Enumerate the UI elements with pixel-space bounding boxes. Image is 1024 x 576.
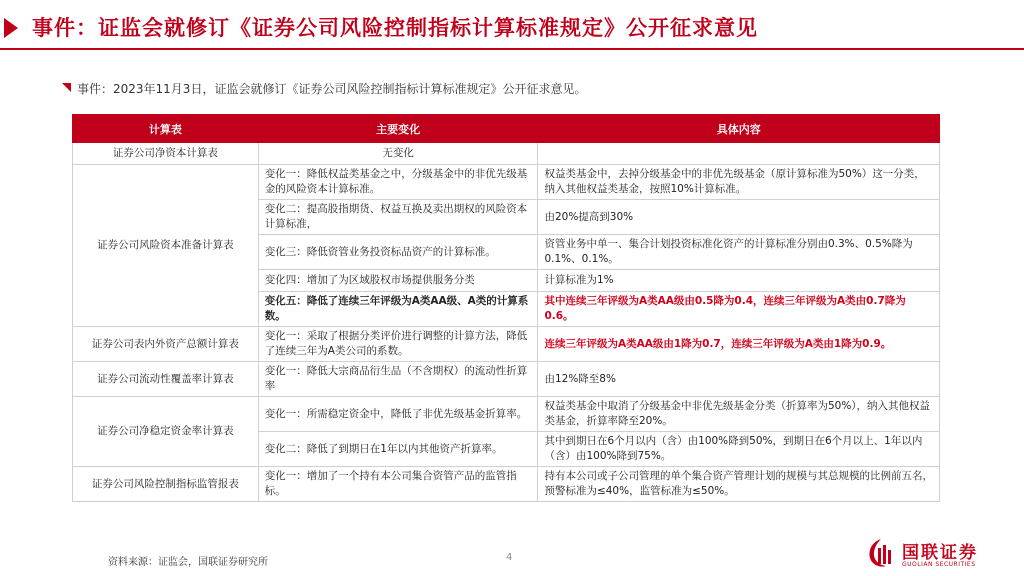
logo-mark-icon bbox=[864, 536, 898, 570]
main-change: 变化一：增加了一个持有本公司集合资管产品的监管指标。 bbox=[258, 467, 538, 502]
table-row bbox=[73, 327, 940, 362]
detail: 计算标准为1% bbox=[538, 270, 940, 292]
table-header-row bbox=[73, 115, 940, 143]
page-title: 事件：证监会就修订《证券公司风险控制指标计算标准规定》公开征求意见 bbox=[32, 16, 758, 40]
corner-marker-icon bbox=[62, 83, 71, 92]
header-detail: 具体内容 bbox=[538, 115, 940, 143]
detail: 由12%降至8% bbox=[538, 362, 940, 397]
detail: 权益类基金中，去掉分级基金中的非优先级基金（原计算标准为50%）这一分类，纳入其他权益类基金，按照10%计算标准。 bbox=[538, 165, 940, 200]
calc-table-name: 证券公司表内外资产总额计算表 bbox=[73, 327, 259, 362]
detail: 权益类基金中取消了分级基金中非优先级基金分类（折算率为50%），纳入其他权益类基金，折算率降至20%。 bbox=[538, 397, 940, 432]
detail-highlight: 其中连续三年评级为A类AA级由0.5降为0.4，连续三年评级为A类由0.7降为0.6。 bbox=[538, 292, 940, 327]
main-change: 变化一：采取了根据分类评价进行调整的计算方法，降低了连续三年为A类公司的系数。 bbox=[258, 327, 538, 362]
table-row bbox=[73, 397, 940, 432]
calc-table-name: 证券公司风险资本准备计算表 bbox=[73, 165, 259, 327]
detail: 资管业务中单一、集合计划投资标准化资产的计算标准分别由0.3%、0.5%降为0.1%、0.1%。 bbox=[538, 235, 940, 270]
header-calc-table: 计算表 bbox=[73, 115, 259, 143]
company-logo bbox=[862, 536, 1012, 572]
table-row bbox=[73, 362, 940, 397]
main-change: 变化二：提高股指期货、权益互换及卖出期权的风险资本计算标准， bbox=[258, 200, 538, 235]
calc-table-name: 证券公司风险控制指标监管报表 bbox=[73, 467, 259, 502]
calc-table-name: 证券公司净资本计算表 bbox=[73, 143, 259, 165]
main-change: 变化四：增加了为区域股权市场提供服务分类 bbox=[258, 270, 538, 292]
source-note: 资料来源：证监会，国联证券研究所 bbox=[108, 557, 268, 568]
calc-table-name: 证券公司流动性覆盖率计算表 bbox=[73, 362, 259, 397]
logo-text-en: GUOLIAN SECURITIES bbox=[902, 561, 976, 568]
detail: 由20%提高到30% bbox=[538, 200, 940, 235]
detail-highlight: 连续三年评级为A类AA级由1降为0.7，连续三年评级为A类由1降为0.9。 bbox=[538, 327, 940, 362]
detail: 持有本公司或子公司管理的单个集合资产管理计划的规模与其总规模的比例前五名，预警标准为≤40%，监管标准为≤50%。 bbox=[538, 467, 940, 502]
event-line bbox=[62, 80, 586, 97]
main-change: 无变化 bbox=[258, 143, 538, 165]
main-change: 变化一：所需稳定资金中，降低了非优先级基金折算率。 bbox=[258, 397, 538, 432]
table-row bbox=[73, 165, 940, 200]
title-divider bbox=[0, 48, 1024, 50]
changes-table bbox=[72, 114, 940, 502]
event-text: 事件：2023年11月3日，证监会就修订《证券公司风险控制指标计算标准规定》公开征求意见。 bbox=[77, 82, 587, 96]
main-change: 变化一：降低权益类基金之中，分级基金中的非优先级基金的风险资本计算标准。 bbox=[258, 165, 538, 200]
table-row bbox=[73, 467, 940, 502]
title-triangle-icon bbox=[4, 18, 18, 38]
detail bbox=[538, 143, 940, 165]
calc-table-name: 证券公司净稳定资金率计算表 bbox=[73, 397, 259, 467]
header-main-change: 主要变化 bbox=[258, 115, 538, 143]
logo-text-cn: 国联证券 bbox=[902, 543, 978, 563]
page-number: 4 bbox=[506, 552, 513, 563]
main-change: 变化五：降低了连续三年评级为A类AA级、A类的计算系数。 bbox=[258, 292, 538, 327]
title-bar bbox=[0, 8, 1024, 48]
detail: 其中到期日在6个月以内（含）由100%降到50%，到期日在6个月以上、1年以内（含）由100%降到75%。 bbox=[538, 432, 940, 467]
main-change: 变化三：降低资管业务投资标品资产的计算标准。 bbox=[258, 235, 538, 270]
table-row bbox=[73, 143, 940, 165]
main-change: 变化二：降低了到期日在1年以内其他资产折算率。 bbox=[258, 432, 538, 467]
main-change: 变化一：降低大宗商品衍生品（不含期权）的流动性折算率 bbox=[258, 362, 538, 397]
